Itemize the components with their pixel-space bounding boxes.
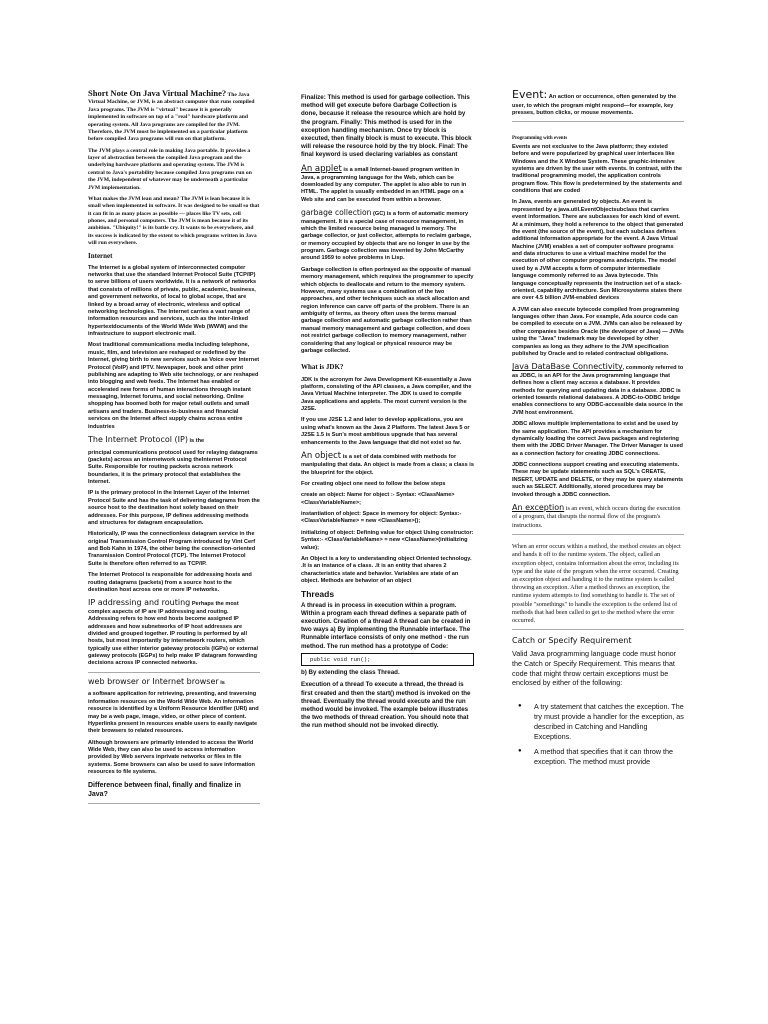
gc-heading: garbage collection: [301, 208, 372, 218]
object-paragraph-4: instantiation of object: Space in memory for object: Syntax:- <ClassVariableName> = new <ClassName>();: [301, 511, 462, 525]
object-paragraph-2: For creating object one need to follow the below steps: [301, 480, 446, 487]
applet-heading: An applet: [301, 163, 342, 174]
divider-event: [512, 121, 684, 122]
browser-heading: web browser or Internet browser: [88, 676, 219, 686]
gc-section: [301, 208, 474, 263]
ip-heading-tail: is the: [189, 437, 205, 444]
divider-exception: [512, 534, 684, 535]
ip-paragraph-1: principal communications protocol used for relaying datagrams (packets) across an internetwork using theInternet Protocol Suite. Responsible for routing packets across network boundaries, it is the primary protocol that establishes the Internet.: [88, 449, 258, 486]
divider: [88, 672, 260, 673]
jdk-heading: What is JDK?: [301, 363, 344, 372]
addressing-body: Perhaps the most complex aspects of IP are IP addressing and routing. Addressing refers to how end hosts become assigned IP addresses and how subnetworks of IP host addresses are divided and grouped together. IP routing is performed by all hosts, but most importantly by internetwork routers, which typically use either interior gateway protocols (IGPs) or external gateway protocols (EGPs) to help make IP datagram forwarding decisions across IP connected networks.: [88, 601, 259, 667]
divider-catch: [512, 629, 684, 630]
jdbc-heading: Java DataBase Connectivity: [512, 362, 623, 372]
divider-bottom: [88, 803, 260, 804]
object-heading: An object: [301, 450, 342, 461]
addressing-heading: IP addressing and routing: [88, 598, 191, 608]
column-right: [512, 88, 684, 773]
bullet-icon: ●: [518, 748, 522, 755]
code-block: public void run();: [301, 653, 474, 666]
catch-body: Valid Java programming language code must honor the Catch or Specify Requirement. This means that code that might throw certain exceptions must be enclosed by either of the following:: [512, 648, 677, 688]
list-item: [512, 747, 684, 766]
browser-heading-tail: is: [220, 679, 225, 686]
programming-events-heading: Programming with events: [512, 136, 568, 142]
finalize-paragraph: Finalize: This method is used for garbage collection. This method will get execute before Garbage Collection is done, because it release the resource which are hold by the program. Finally: This method is used for in the exception handling mechanism. Once try block is executed, then finally block is must to execute. This block will release the resource hold by the try block. Final: The final keyword is used declaring variables as constant: [301, 94, 472, 159]
event-body: An action or occurrence, often generated by the user, to which the program might respond—for example, key presses, button clicks, or mouse movements.: [512, 94, 677, 116]
exception-paragraph-2: When an error occurs within a method, the method creates an object and hands it off to the runtime system. The object, called an exception object, contains information about the error, including its type and the state of the program when the error occurred. Creating an exception object and handing it to the runtime system is called throwing an exception. After a method throws an exception, the runtime system attempts to find something to handle it. The set of possible "somethings" to handle the exception is the ordered list of methods that had been called to get to the method where the error occurred.: [512, 543, 681, 624]
jdk-paragraph-1: JDK is the acronym for Java Development Kit-essentially a Java platform, consisting of the API classes, a Java compiler, and the Java Virtual Machine interpreter. The JDK is used to compile Java applications and applets. The most current version is the J2SE.: [301, 376, 472, 413]
jvm-note: [88, 88, 260, 144]
execution-paragraph: Execution of a thread To execute a thread, the thread is first created and then the start() method is invoked on the thread. Eventually the thread would execute and the run method would be invoked. The example below illustrates the two methods of thread creation. You should note that the run method should not be invoked directly.: [301, 681, 471, 730]
browser-heading-line: [88, 677, 260, 688]
internet-paragraph-2: Most traditional communications media including telephone, music, film, and television are reshaped or redefined by the Internet, giving birth to new services such as Voice over Internet Protocol (VoIP) and IPTV. Newspaper, book and other print publishing are adapting to Web site technology, or are reshaped into blogging and web feeds. The Internet has enabled or accelerated new forms of human interactions through instant messaging, Internet forums, and social networking. Online shopping has boomed both for major retail outlets and small artisans and traders. Business-to-business and financial services on the Internet affect supply chains across entire industries: [88, 342, 260, 430]
ip-paragraph-2: IP is the primary protocol in the Internet Layer of the Internet Protocol Suite and has the task of delivering datagrams from the source host to the destination host solely based on their addresses. For this purpose, IP defines addressing methods and structures for datagram encapsulation.: [88, 490, 260, 526]
addressing-section: [88, 598, 260, 668]
list-item: [512, 702, 684, 741]
exception-heading: An exception: [512, 502, 565, 512]
threads-heading: Threads: [301, 589, 335, 600]
jdbc-body: , commonly referred to as JDBC, is an API for the Java programming language that defines how a client may access a database. It provides methods for querying and updating data in a database. JDBC is oriented towards relational databases. A JDBC-to-ODBC bridge enables connections to any ODBC-accessible data source in the JVM host environment.: [512, 365, 684, 416]
exception-body: is an event, which occurs during the execution of a program, that disrupts the normal flow of the program's instructions.: [512, 504, 681, 529]
applet-section: [301, 164, 474, 205]
object-paragraph-3: create an object: Name for object :- Syntax: <ClassName> <ClassVariableName>;: [301, 492, 455, 506]
jvm-note-title: Short Note On Java Virtual Machine?: [88, 88, 227, 98]
internet-heading: Internet: [88, 251, 113, 260]
jvm-paragraph-2: The JVM plays a central role in making Java portable. It provides a layer of abstraction between the compiled Java program and the underlying hardware platform and operating system. The JVM is central to Java's portability because compiled Java programs run on the JVM, independent of whatever may be underneath a particular JVM implementation.: [88, 147, 252, 191]
object-section: [301, 451, 474, 477]
bullet-icon: ●: [518, 703, 522, 710]
ip-paragraph-3: Historically, IP was the connectionless datagram service in the original Transmission Control Program introduced by Vint Cerf and Bob Kahn in 1974, the other being the connection-oriented Transmission Control Protocol (TCP). The Internet Protocol Suite is therefore often referred to as TCP/IP.: [88, 531, 256, 567]
jdbc-section: [512, 362, 684, 417]
jdk-paragraph-2: If you use J2SE 1.2 and later to develop applications, you are using what's known as the Java 2 Platform. The latest Java 5 or J2SE 1.5 is Sun's most ambitious upgrade that has several enhancements to the Java language that did not exist so far.: [301, 417, 470, 446]
ip-heading-line: [88, 435, 260, 446]
programming-events-paragraph-2: In Java, events are generated by objects. An event is represented by a java.util.EventObjectsubclass that carries event information. There are subclasses for each kind of event. At a minimum, they hold a reference to the object that generated the event (the source of the event), but each subclass defines additional information appropriate for the event. A Java Virtual Machine (JVM) enables a set of computer software programs and data structures to use a virtual machine model for the execution of other computer programs andscripts. The model used by a JVM accepts a form of computer intermediate language commonly referred to as Java bytecode. This language conceptually represents the instruction set of a stack-oriented, capability architecture. Sun Microsystems states there are over 4.5 billion JVM-enabled devices: [512, 199, 684, 302]
object-paragraph-5: initializing of object: Defining value for object Using constructor: Syntax:- <ClassVariableName> = new <ClassName>(initializing value);: [301, 529, 474, 551]
applet-body: is a small Internet-based program written in Java, a programming language for the Web, which can be downloaded by any computer. The applet is also able to run in HTML. The applet is usually embedded in an HTML page on a Web site and can be executed from within a browser.: [301, 166, 467, 203]
threads-body: A thread is in process in execution within a program. Within a program each thread defines a separate path of execution. Creation of a thread A thread can be created in two ways a) By implementing the Runnable interface. The Runnable interface consists of only one method - the run method. The run method has a prototype of Code:: [301, 601, 471, 650]
event-heading: Event:: [512, 88, 548, 101]
gc-paragraph-2: Garbage collection is often portrayed as the opposite of manual memory management, which requires the programmer to specify which objects to deallocate and return to the memory system. However, many systems use a combination of the two approaches, and other techniques such as stack allocation and region inference can carve off parts of the problem. There is an ambiguity of terms, as theory often uses the terms manual garbage collection and automatic garbage collection rather than manual memory management and garbage collection, and does not restrict garbage collection to memory management, rather considering that any logical or physical resource may be garbage collected.: [301, 266, 474, 354]
threads-option-b: b) By extending the class Thread.: [301, 669, 400, 677]
internet-paragraph-1: The Internet is a global system of interconnected computer networks that use the standard Internet Protocol Suite (TCP/IP) to serve billions of users worldwide. It is a network of networks that consists of millions of private, public, academic, business, and government networks, of local to global scope, that are linked by a broad array of electronic, wireless and optical networking technologies. The Internet carries a vast range of information resources and services, such as the inter-linked hypertextdocuments of the World Wide Web (WWW) and the infrastructure to support electronic mail.: [88, 264, 257, 338]
exception-section: [512, 503, 684, 530]
jvm-note-body: The Java Virtual Machine, or JVM, is an abstract computer that runs compiled Java programs. The JVM is "virtual" because it is generally implemented in software on top of a "real" hardware platform and operating system. All Java programs are compiled for the JVM. Therefore, the JVM must be implemented on a particular platform before compiled Java programs will run on that platform.: [88, 92, 255, 143]
jvm-paragraph-3: What makes the JVM lean and mean? The JVM is lean because it is small when implemented in software. It was designed to be small so that it can fit in as many places as possible — places like TV sets, cell phones, and personal computers. The JVM is mean because it of its ambition. "Ubiquity!" is its battle cry. It wants to be everywhere, and its success is indicated by the extent to which programs written in Java will run everywhere.: [88, 195, 260, 247]
column-left: [88, 88, 260, 808]
programming-events-paragraph-1: Events are not exclusive to the Java platform; they existed before and were popularized by graphical user interfaces like Windows and the X Window System. These graphic-intensive systems are driven by the user with events. In contrast, with the traditional programming model, the application controls program flow. This flow is predetermined by the statements and conditions that are coded: [512, 143, 683, 195]
ip-paragraph-4: The Internet Protocol is responsible for addressing hosts and routing datagrams (packets) from a source host to the destination host across one or more IP networks.: [88, 572, 252, 593]
column-middle: [301, 94, 474, 734]
programming-events-paragraph-3: A JVM can also execute bytecode compiled from programming languages other than Java. For example, Ada source code can be compiled to execute on a JVM. JVMs can also be released by other companies besides Oracle (the developer of Java) — JVMs using the "Java" trademark may be developed by other companies as long as they adhere to the JVM specification published by Oracle and to related contractual obligations.: [512, 306, 684, 357]
browser-paragraph-1: a software application for retrieving, presenting, and traversing information resources on the World Wide Web. An information resource is identified by a Uniform Resource Identifier (URI) and may be a web page, image, video, or other piece of content. Hyperlinks present in resources enable users to easily navigate their browsers to related resources.: [88, 691, 259, 735]
bullet-text-2: A method that specifies that it can throw the exception. The method must provide: [534, 747, 674, 766]
event-section: [512, 88, 684, 117]
jdbc-paragraph-2: JDBC allows multiple implementations to exist and be used by the same application. The API provides a mechanism for dynamically loading the correct Java packages and registering them with the JDBC Driver Manager. The Driver Manager is used as a connection factory for creating JDBC connections.: [512, 421, 683, 457]
catch-heading: Catch or Specify Requirement: [512, 636, 632, 646]
jdbc-paragraph-3: JDBC connections support creating and executing statements. These may be update statements such as SQL's CREATE, INSERT, UPDATE and DELETE, or they may be query statements such as SELECT. Additionally, stored procedures may be invoked through a JDBC connection.: [512, 462, 684, 498]
difference-heading: Difference between final, finally and finalize in Java?: [88, 781, 241, 798]
browser-paragraph-2: Although browsers are primarily intended to access the World Wide Web, they can also be used to access information provided by Web servers inprivate networks or files in file systems. Some browsers can also be used to save information resources to file systems.: [88, 739, 255, 776]
bullet-text-1: A try statement that catches the exception. The try must provide a handler for the exception, as described in Catching and Handling Exceptions.: [534, 702, 684, 741]
ip-heading: The Internet Protocol (IP): [88, 434, 188, 444]
object-body: is a set of data combined with methods for manipulating that data. An object is made from a class; a class is the blueprint for the object.: [301, 453, 474, 476]
object-paragraph-6: An Object is a key to understanding object Oriented technology. .It is an instance of a class. .It is an entity that shares 2 characteristics state and behavior. Variables are state of an object. Methods are behavior of an object: [301, 555, 472, 585]
gc-body: (GC) is a form of automatic memory management. It is a special case of resource management, in which the limited resource being managed is memory. The garbage collector, or just collector, attempts to reclaim garbage, or memory occupied by objects that are no longer in use by the program. Garbage collection was invented by John McCarthy around 1959 to solve problems in Lisp.: [301, 211, 472, 262]
